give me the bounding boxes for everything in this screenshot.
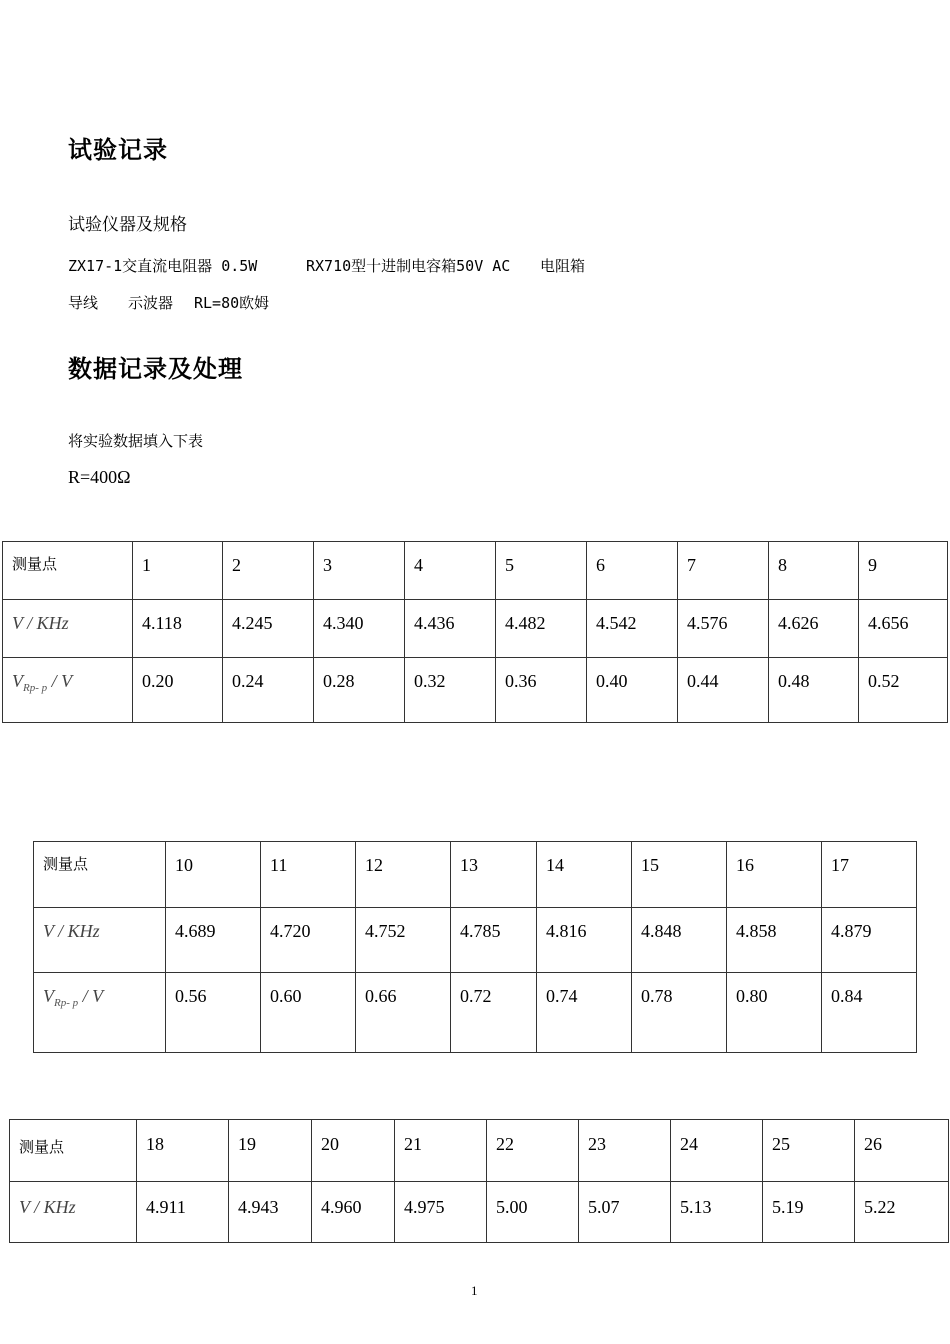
row-label-vpp: $V_{Rp- p}$ / V <box>34 973 166 1053</box>
instrument-wire: 导线 <box>68 294 99 312</box>
row-label-frequency: V / KHz <box>3 600 133 658</box>
table-cell: 5.00 <box>487 1182 579 1243</box>
table-cell: 7 <box>678 542 769 600</box>
table-cell: 4.879 <box>822 908 917 973</box>
table-row-frequency <box>3 600 948 658</box>
table-cell: 9 <box>859 542 948 600</box>
table-cell: 4.816 <box>537 908 632 973</box>
data-table-3 <box>9 1119 949 1243</box>
table-cell: 0.52 <box>859 658 948 723</box>
table-cell: 1 <box>133 542 223 600</box>
table-cell: 4.118 <box>133 600 223 658</box>
heading-test-record: 试验记录 <box>68 136 168 164</box>
table-cell: 17 <box>822 842 917 908</box>
row-label-frequency: V / KHz <box>34 908 166 973</box>
table-row-vpp <box>3 658 948 723</box>
table-cell: 0.28 <box>314 658 405 723</box>
table-row-points <box>3 542 948 600</box>
instrument-resistor: ZX17-1交直流电阻器 0.5W <box>68 257 258 275</box>
table-cell: 2 <box>223 542 314 600</box>
table-cell: 26 <box>855 1120 949 1182</box>
table-cell: 0.84 <box>822 973 917 1053</box>
table-cell: 11 <box>261 842 356 908</box>
table-cell: 24 <box>671 1120 763 1182</box>
table-cell: 10 <box>166 842 261 908</box>
instrument-oscilloscope: 示波器 <box>128 294 174 312</box>
table-cell: 15 <box>632 842 727 908</box>
table-cell: 5 <box>496 542 587 600</box>
table-cell: 4.785 <box>451 908 537 973</box>
row-label-frequency: V / KHz <box>10 1182 137 1243</box>
resistance-value: R=400Ω <box>68 467 131 487</box>
table-cell: 16 <box>727 842 822 908</box>
table-cell: 0.48 <box>769 658 859 723</box>
table-cell: 21 <box>395 1120 487 1182</box>
instrument-capacitor-box: RX710型十进制电容箱50V AC <box>306 257 511 275</box>
table-cell: 0.78 <box>632 973 727 1053</box>
row-label-vpp: $V_{Rp- p}$ / V <box>3 658 133 723</box>
table-cell: 4.752 <box>356 908 451 973</box>
table-cell: 4.911 <box>137 1182 229 1243</box>
table-row-points <box>10 1120 949 1182</box>
table-cell: 5.22 <box>855 1182 949 1243</box>
intro-text: 将实验数据填入下表 <box>68 432 204 450</box>
table-cell: 5.07 <box>579 1182 671 1243</box>
instrument-resistor-box: 电阻箱 <box>540 257 586 275</box>
table-row-frequency <box>10 1182 949 1243</box>
table-cell: 4.656 <box>859 600 948 658</box>
table-cell: 8 <box>769 542 859 600</box>
table-cell: 20 <box>312 1120 395 1182</box>
table-cell: 4.848 <box>632 908 727 973</box>
table-cell: 4.689 <box>166 908 261 973</box>
page-number: 1 <box>471 1283 478 1298</box>
table-cell: 0.24 <box>223 658 314 723</box>
table-cell: 4.720 <box>261 908 356 973</box>
table-cell: 18 <box>137 1120 229 1182</box>
data-table-2 <box>33 841 917 1053</box>
table-cell: 4.858 <box>727 908 822 973</box>
table-cell: 4 <box>405 542 496 600</box>
table-row-vpp <box>34 973 917 1053</box>
table-cell: 0.40 <box>587 658 678 723</box>
heading-data-processing: 数据记录及处理 <box>68 355 243 383</box>
table-row-points <box>34 842 917 908</box>
table-cell: 0.74 <box>537 973 632 1053</box>
table-cell: 4.626 <box>769 600 859 658</box>
table-cell: 13 <box>451 842 537 908</box>
table-cell: 5.19 <box>763 1182 855 1243</box>
table-cell: 4.482 <box>496 600 587 658</box>
table-cell: 0.72 <box>451 973 537 1053</box>
table-cell: 4.943 <box>229 1182 312 1243</box>
table-cell: 4.960 <box>312 1182 395 1243</box>
table-cell: 0.32 <box>405 658 496 723</box>
table-cell: 4.542 <box>587 600 678 658</box>
table-cell: 4.245 <box>223 600 314 658</box>
table-cell: 3 <box>314 542 405 600</box>
table-cell: 5.13 <box>671 1182 763 1243</box>
table-cell: 4.436 <box>405 600 496 658</box>
table-cell: 0.36 <box>496 658 587 723</box>
table-cell: 0.80 <box>727 973 822 1053</box>
table-row-frequency <box>34 908 917 973</box>
table-cell: 0.44 <box>678 658 769 723</box>
instruments-title: 试验仪器及规格 <box>68 215 187 235</box>
row-label-point: 测量点 <box>34 842 166 908</box>
table-cell: 22 <box>487 1120 579 1182</box>
table-cell: 4.975 <box>395 1182 487 1243</box>
row-label-point: 测量点 <box>3 542 133 600</box>
table-cell: 0.56 <box>166 973 261 1053</box>
data-table-1 <box>2 541 948 723</box>
table-cell: 19 <box>229 1120 312 1182</box>
table-cell: 0.66 <box>356 973 451 1053</box>
table-cell: 14 <box>537 842 632 908</box>
table-cell: 25 <box>763 1120 855 1182</box>
table-cell: 0.20 <box>133 658 223 723</box>
table-cell: 4.576 <box>678 600 769 658</box>
table-cell: 23 <box>579 1120 671 1182</box>
table-cell: 0.60 <box>261 973 356 1053</box>
instrument-load: RL=80欧姆 <box>194 294 270 312</box>
table-cell: 4.340 <box>314 600 405 658</box>
row-label-point: 测量点 <box>10 1120 137 1182</box>
table-cell: 12 <box>356 842 451 908</box>
table-cell: 6 <box>587 542 678 600</box>
